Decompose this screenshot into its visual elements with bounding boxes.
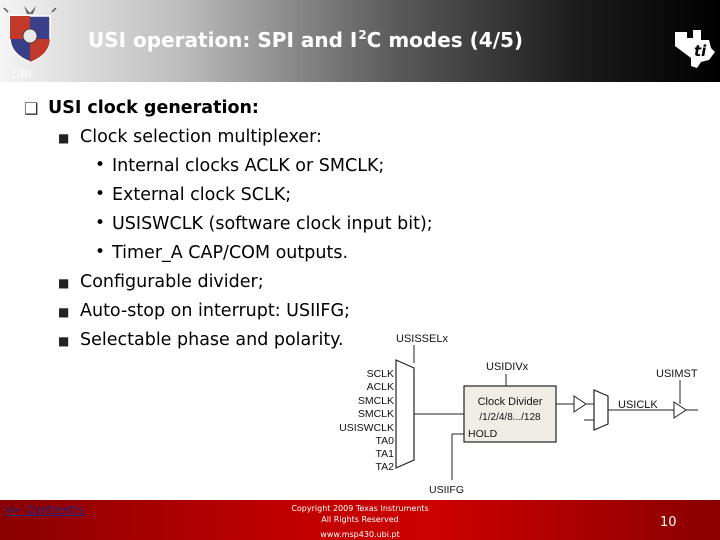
- mux-input-label: USISWCLK: [339, 422, 394, 434]
- square-bullet-icon: ■: [58, 131, 70, 145]
- bullet-internal-clocks: Internal clocks ACLK or SMCLK;: [112, 156, 385, 176]
- mux-input-label: TA0: [375, 435, 394, 447]
- page-number: 10: [660, 515, 677, 530]
- svg-text:ti: ti: [694, 42, 707, 60]
- section-heading: USI clock generation:: [48, 98, 259, 118]
- mux-input-label: TA1: [375, 448, 394, 460]
- usissel-label: USISSELx: [396, 333, 448, 345]
- dot-bullet-icon: •: [95, 184, 106, 204]
- checkbox-bullet-icon: ❑: [24, 99, 39, 118]
- usiclk-label: USICLK: [618, 399, 658, 411]
- usidiv-label: USIDIVx: [486, 361, 529, 373]
- dot-bullet-icon: •: [95, 213, 106, 233]
- usiifg-label: USIIFG: [429, 484, 465, 496]
- square-bullet-icon: ■: [58, 305, 70, 319]
- output-mux-icon: [594, 390, 608, 430]
- texas-instruments-logo: [671, 26, 719, 70]
- clock-mux-icon: [396, 360, 414, 468]
- bullet-auto-stop: Auto-stop on interrupt: USIIFG;: [80, 301, 350, 321]
- dot-bullet-icon: •: [95, 242, 106, 262]
- mux-input-label: SCLK: [366, 368, 394, 380]
- usimst-label: USIMST: [656, 368, 698, 380]
- mux-input-label: SMCLK: [357, 395, 394, 407]
- divider-values: /1/2/4/8.../128: [479, 412, 541, 423]
- buffer-icon: [574, 396, 586, 412]
- square-bullet-icon: ■: [58, 334, 70, 348]
- page-title: USI operation: SPI and $I^2C$ modes (4/5): [88, 28, 524, 52]
- usi-clock-diagram: [326, 330, 706, 498]
- mux-input-label: TA2: [375, 461, 394, 473]
- bullet-phase-polarity: Selectable phase and polarity.: [80, 330, 344, 350]
- copyright-notice: Copyright 2009 Texas Instruments All Rights Reserved: [291, 504, 429, 524]
- dot-bullet-icon: •: [95, 155, 106, 175]
- divider-title: Clock Divider: [477, 396, 543, 408]
- bullet-clock-selection: Clock selection multiplexer:: [80, 127, 322, 147]
- mux-input-label: SMCLK: [357, 408, 394, 420]
- hold-label: HOLD: [468, 428, 498, 440]
- square-bullet-icon: ■: [58, 276, 70, 290]
- bullet-divider: Configurable divider;: [80, 272, 264, 292]
- ubi-crest-logo: [2, 2, 58, 64]
- bullet-external-clock: External clock SCLK;: [112, 185, 292, 205]
- output-buffer-icon: [674, 402, 686, 418]
- website-url: www.msp430.ubi.pt: [320, 530, 400, 539]
- contents-link[interactable]: >> Contents: [5, 503, 85, 517]
- bullet-usiswclk: USISWCLK (software clock input bit);: [112, 214, 433, 234]
- bullet-timer-a: Timer_A CAP/COM outputs.: [112, 243, 349, 263]
- ubi-label: UBI: [12, 68, 33, 81]
- mux-input-label: ACLK: [366, 381, 394, 393]
